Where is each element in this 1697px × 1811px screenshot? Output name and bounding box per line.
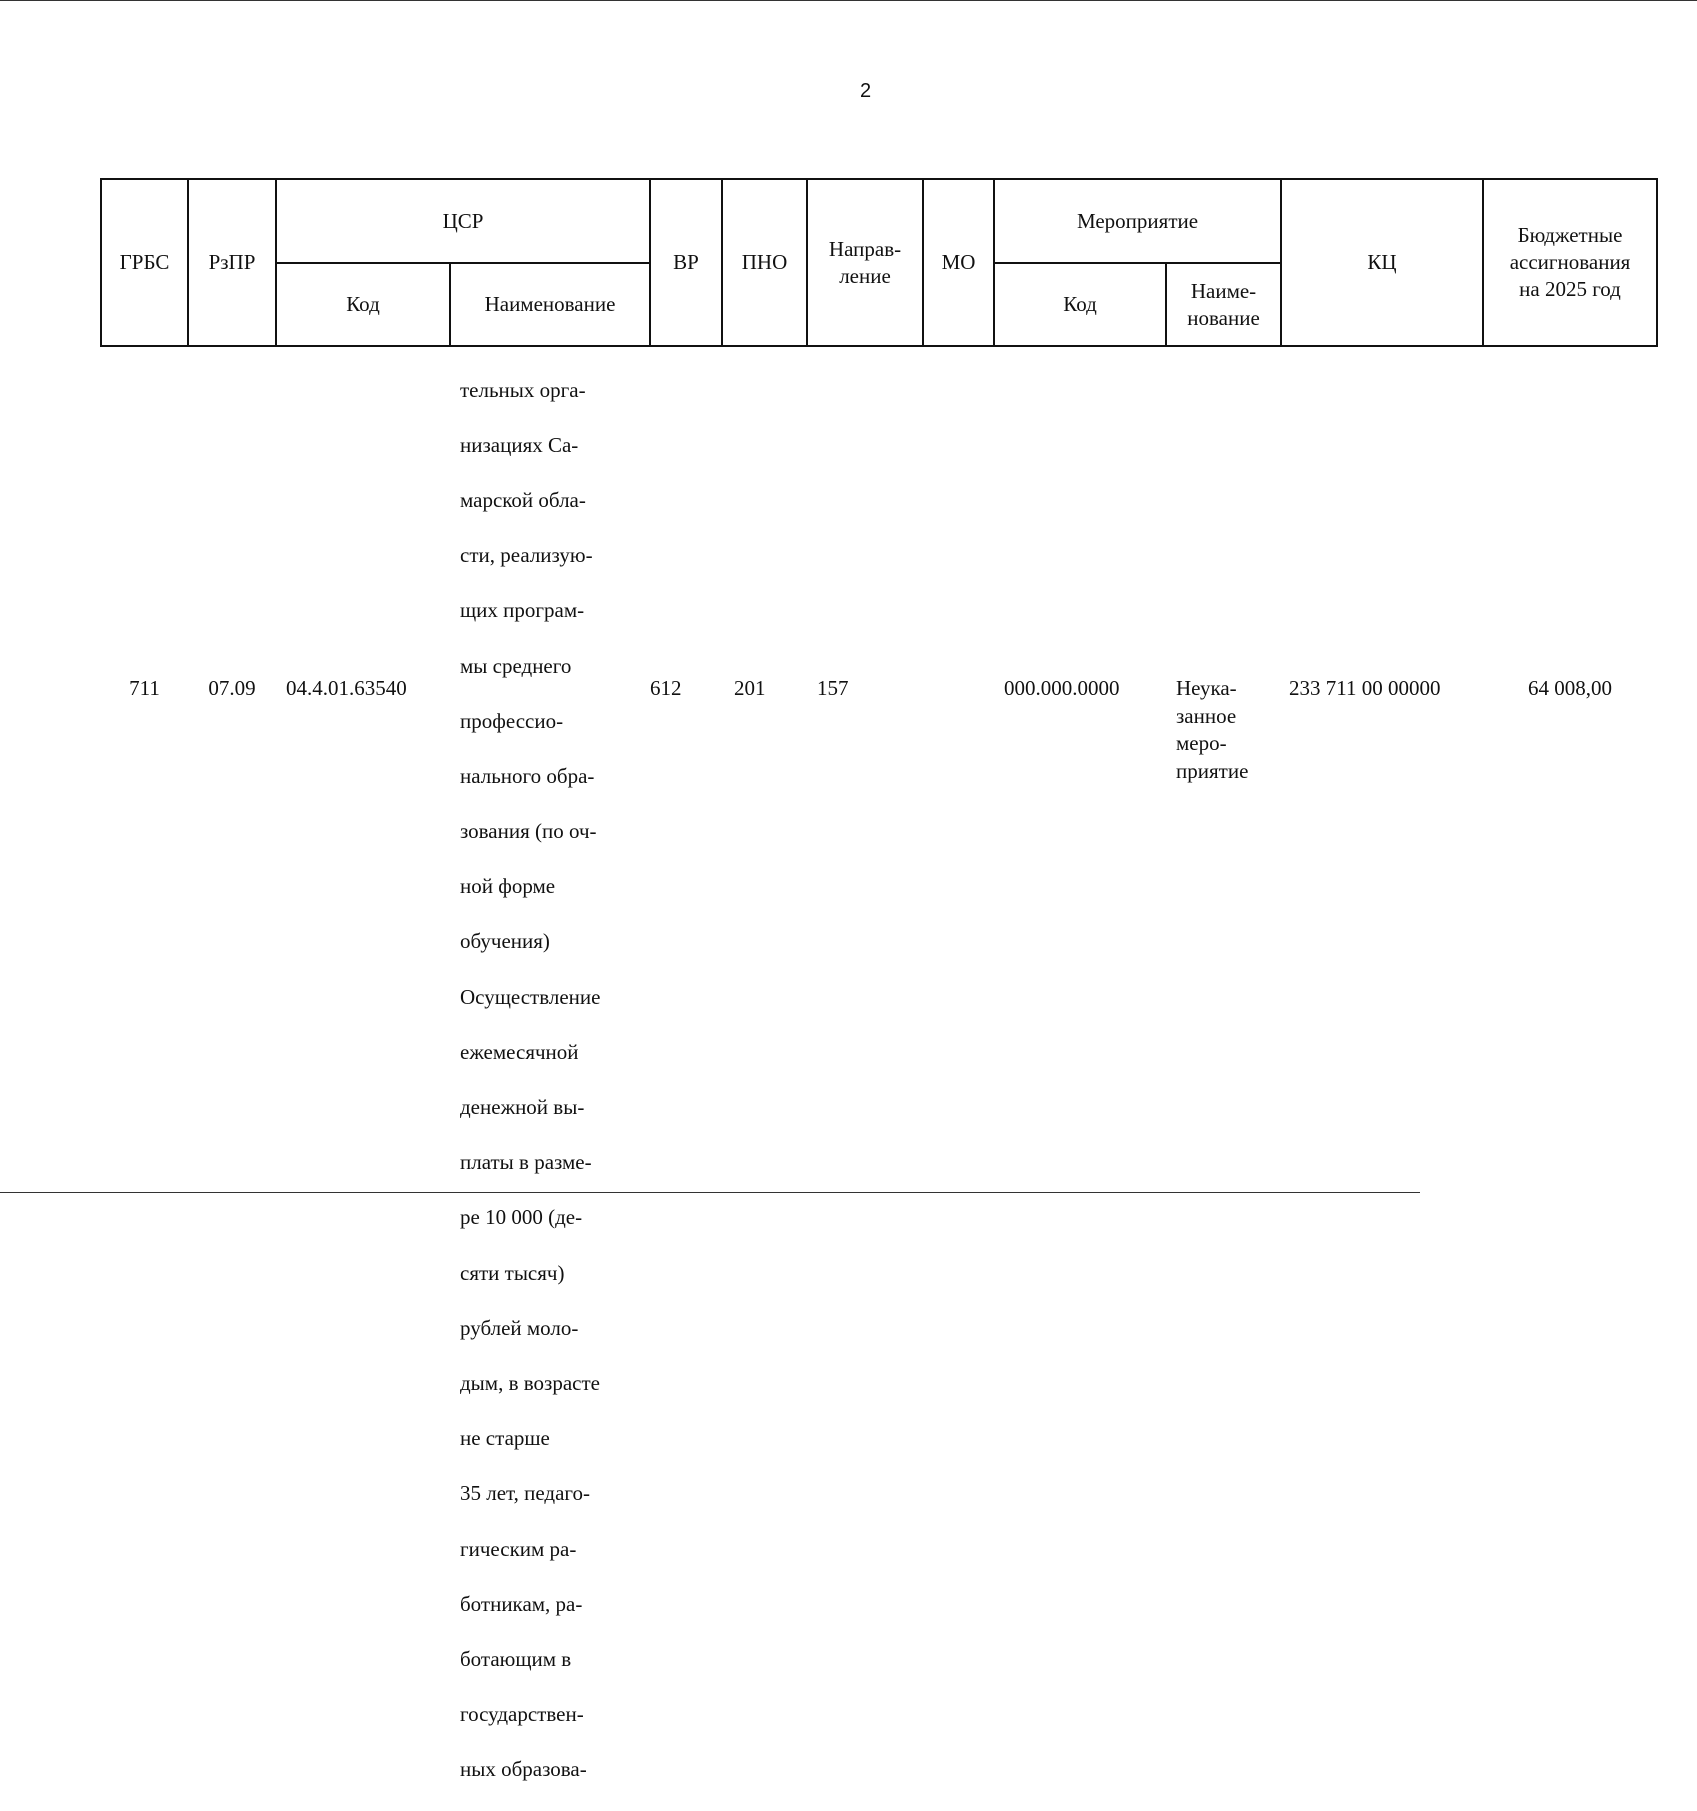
- csr-name-line: сяти тысяч): [460, 1260, 565, 1285]
- csr-name-line: тельных орга-: [460, 377, 586, 402]
- header-rzpr: РзПР: [188, 179, 276, 346]
- header-event-name: [1166, 263, 1281, 346]
- cell-kc: 233 711 00 00000: [1289, 676, 1441, 700]
- header-csr-name: Наименование: [450, 263, 650, 346]
- csr-name-line: ботающим в: [460, 1646, 572, 1671]
- cell-event-code: 000.000.0000: [1004, 676, 1120, 700]
- header-kc: КЦ: [1281, 179, 1483, 346]
- header-csr-code: Код: [276, 263, 450, 346]
- header-budget-line-1: Бюджетные: [1517, 223, 1623, 247]
- csr-name-line: 35 лет, педаго-: [460, 1481, 591, 1506]
- csr-name-line: обучения): [460, 929, 550, 954]
- csr-name-line: сти, реализую-: [460, 543, 593, 568]
- event-name-line: меро-: [1176, 731, 1227, 756]
- csr-name-line: дым, в возрасте: [460, 1370, 600, 1395]
- header-budget: [1483, 179, 1657, 346]
- csr-name-line: щих програм-: [460, 598, 585, 623]
- header-grbs: ГРБС: [101, 179, 188, 346]
- csr-name-line: мы среднего: [460, 653, 572, 678]
- table-row: [101, 346, 1657, 1811]
- cell-mo: [923, 346, 994, 1811]
- csr-name-line: ной форме: [460, 874, 556, 899]
- csr-name-line: ботникам, ра-: [460, 1591, 583, 1616]
- cell-rzpr: 07.09: [208, 676, 256, 700]
- cell-vr: 612: [650, 676, 682, 700]
- csr-name-line: государствен-: [460, 1702, 584, 1727]
- cell-direction: 157: [817, 676, 849, 700]
- csr-name-line: зования (по оч-: [460, 819, 597, 844]
- cell-event-name: [1166, 346, 1281, 1811]
- cell-budget: 64 008,00: [1528, 676, 1613, 700]
- cell-csr-code: 04.4.01.63540: [286, 676, 407, 700]
- page-number: 2: [860, 80, 872, 102]
- event-name-line: Неука-: [1176, 676, 1237, 700]
- header-pno: ПНО: [722, 179, 807, 346]
- csr-name-line: нального обра-: [460, 763, 595, 788]
- header-vr: ВР: [650, 179, 722, 346]
- csr-name-line: ре 10 000 (де-: [460, 1205, 583, 1230]
- csr-name-line: профессио-: [460, 708, 564, 733]
- csr-name-line: денежной вы-: [460, 1095, 585, 1120]
- header-event: Мероприятие: [994, 179, 1281, 263]
- header-budget-line-2: ассигнования: [1509, 250, 1631, 274]
- budget-allocation-table: [100, 178, 1658, 1811]
- header-direction-line-1: Направ-: [828, 236, 902, 261]
- csr-name-line: платы в разме-: [460, 1150, 592, 1175]
- header-direction-line-2: ление: [839, 263, 891, 288]
- csr-name-line: ежемесячной: [460, 1039, 579, 1064]
- event-name-line: занное: [1176, 703, 1237, 728]
- cell-pno: 201: [734, 676, 766, 700]
- header-mo: МО: [923, 179, 994, 346]
- event-name-line: приятие: [1176, 758, 1249, 783]
- cell-csr-name: [450, 346, 650, 1811]
- cell-grbs: 711: [129, 676, 160, 700]
- scan-top-edge: [0, 0, 1697, 3]
- header-event-name-line-1: Наиме-: [1190, 278, 1257, 303]
- csr-name-line: марской обла-: [460, 487, 586, 512]
- header-csr: ЦСР: [276, 179, 650, 263]
- csr-name-line: низациях Са-: [460, 432, 579, 457]
- scan-bottom-edge: [0, 1192, 1420, 1193]
- csr-name-line: ных образова-: [460, 1757, 587, 1782]
- csr-name-line: рублей моло-: [460, 1315, 579, 1340]
- csr-name-line: Осуществление: [460, 984, 601, 1009]
- header-budget-line-3: на 2025 год: [1519, 277, 1621, 301]
- header-event-name-line-2: нование: [1187, 305, 1260, 330]
- csr-name-line: гическим ра-: [460, 1536, 577, 1561]
- csr-name-line: не старше: [460, 1426, 550, 1451]
- header-direction: [807, 179, 923, 346]
- header-event-code: Код: [994, 263, 1166, 346]
